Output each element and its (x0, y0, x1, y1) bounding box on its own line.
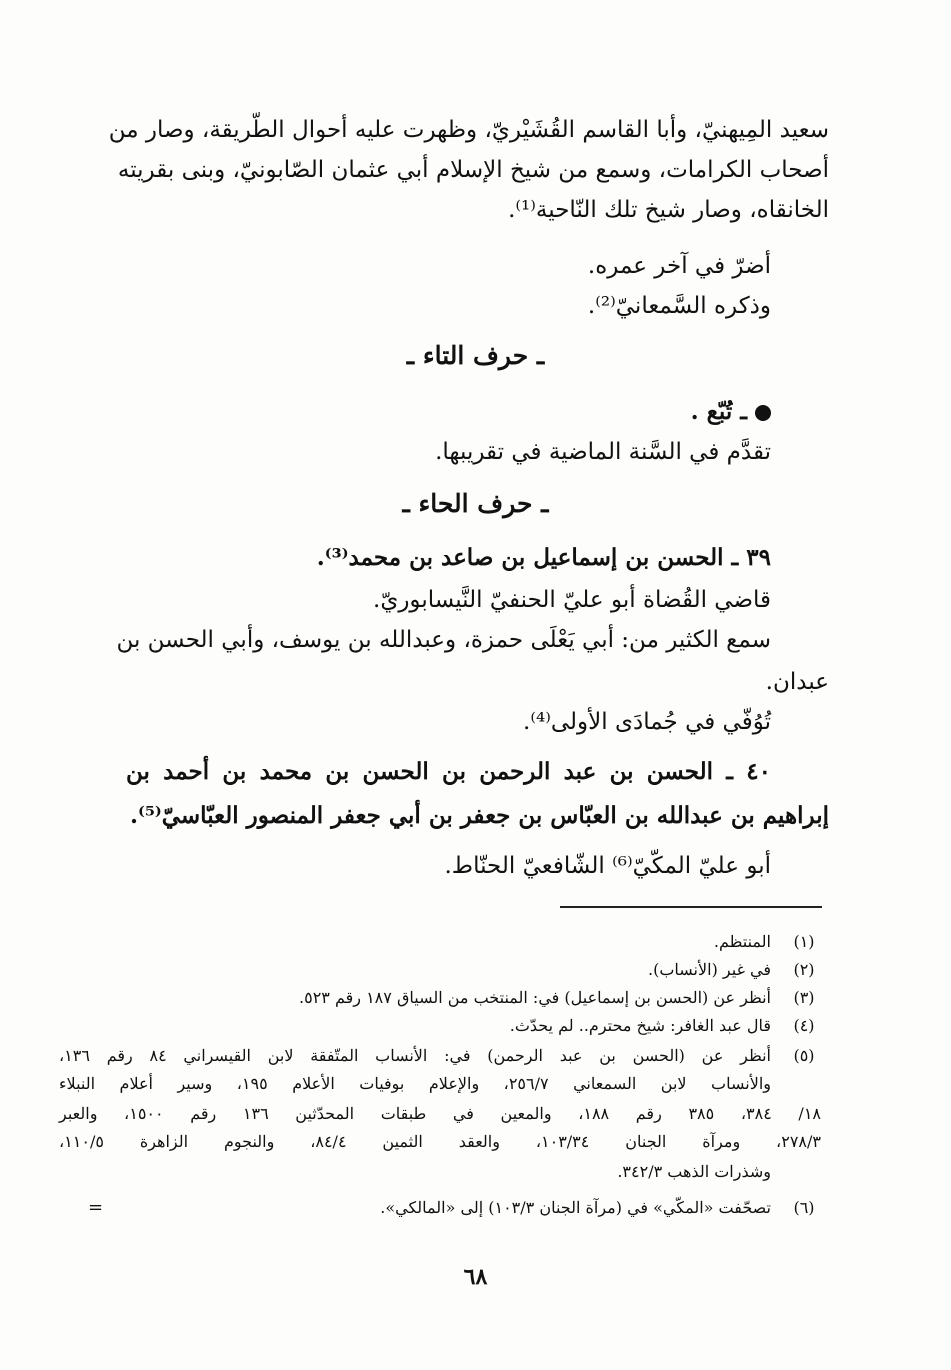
footnote-text: قال عبد الغافر: شيخ محترم.. لم يحدّث. (509, 1016, 771, 1035)
section-heading-taa: ـ حرف التاء ـ (406, 341, 545, 370)
entry-39-title: ٣٩ ـ الحسن بن إسماعيل بن صاعد بن محمد⁽³⁾. (316, 544, 771, 571)
footnote-text: المنتظم. (713, 932, 771, 951)
footnote-number: (٦) (793, 1198, 815, 1217)
body-line: تقدَّم في السَّنة الماضية في تقريبها. (435, 439, 771, 465)
footnote-number: (٥) (793, 1046, 815, 1065)
entry-title-text: ـ تُبّع . (690, 398, 747, 425)
footnote-text: أنظر عن (الحسن بن عبد الرحمن) في: الأنساب المتّفقة لابن القيسراني ٨٤ رقم ١٣٦، (59, 1046, 771, 1065)
footnote-number: (٢) (793, 960, 815, 979)
footnote-text: أنظر عن (الحسن بن إسماعيل) في: المنتخب من السياق ١٨٧ رقم ٥٢٣. (299, 988, 771, 1007)
footnote-number: (١) (793, 932, 815, 951)
footnote-text: والأنساب لابن السمعاني ٢٥٦/٧، والإعلام بوفيات الأعلام ١٩٥، وسير أعلام النبلاء (59, 1074, 772, 1093)
entry-40-title-cont: إبراهيم بن عبدالله بن العبّاس بن جعفر بن أبي جعفر المنصور العبّاسيّ⁽⁵⁾. (129, 802, 829, 829)
section-heading-haa: ـ حرف الحاء ـ (402, 489, 549, 518)
entry-40-title: ٤٠ ـ الحسن بن عبد الرحمن بن الحسن بن محمد بن أحمد بن (126, 758, 771, 785)
continuation-mark: = (88, 1197, 104, 1218)
footnote-separator (560, 906, 822, 908)
footnote-number: (٣) (793, 988, 815, 1007)
body-line: قاضي القُضاة أبو عليّ الحنفيّ النَّيسابوريّ. (373, 587, 771, 613)
body-line: أصحاب الكرامات، وسمع من شيخ الإسلام أبي عثمان الصّابونيّ، وبنى بقريته (117, 157, 829, 183)
body-line: وذكره السَّمعانيّ⁽²⁾. (587, 293, 771, 319)
body-line: أبو عليّ المكّيّ⁽⁶⁾ الشّافعيّ الحنّاط. (444, 853, 771, 879)
body-line: أضرّ في آخر عمره. (587, 253, 771, 279)
footnote-text: تصحّفت «المكّي» في (مرآة الجنان ١٠٣/٣) إلى «المالكي». (380, 1198, 771, 1217)
bullet-icon (755, 405, 771, 421)
body-line: سمع الكثير من: أبي يَعْلَى حمزة، وعبدالله بن يوسف، وأبي الحسن بن (116, 627, 771, 653)
footnote-text: ١٨/ ٣٨٤، ٣٨٥ رقم ١٨٨، والمعين في طبقات المحدّثين ١٣٦ رقم ١٥٠٠، والعبر (59, 1104, 822, 1123)
footnote-text: في غير (الأنساب). (648, 960, 771, 979)
body-line: عبدان. (765, 669, 829, 695)
footnote-number: (٤) (793, 1016, 815, 1035)
body-line: تُوُفّي في جُمادَى الأولى⁽⁴⁾. (523, 709, 771, 735)
footnote-text: وشذرات الذهب ٣٤٢/٣. (617, 1162, 771, 1181)
footnote-text: ٢٧٨/٣، ومرآة الجنان ١٠٣/٣٤، والعقد الثمين ٨٤/٤، والنجوم الزاهرة ١١٠/٥، (59, 1132, 821, 1151)
body-line: سعيد المِيهنيّ، وأبا القاسم القُشَيْريّ، وظهرت عليه أحوال الطّريقة، وصار من (108, 117, 829, 143)
page-number: ٦٨ (463, 1264, 488, 1290)
body-line: الخانقاه، وصار شيخ تلك النّاحية⁽¹⁾. (508, 197, 829, 223)
entry-title-tubba (691, 392, 771, 432)
